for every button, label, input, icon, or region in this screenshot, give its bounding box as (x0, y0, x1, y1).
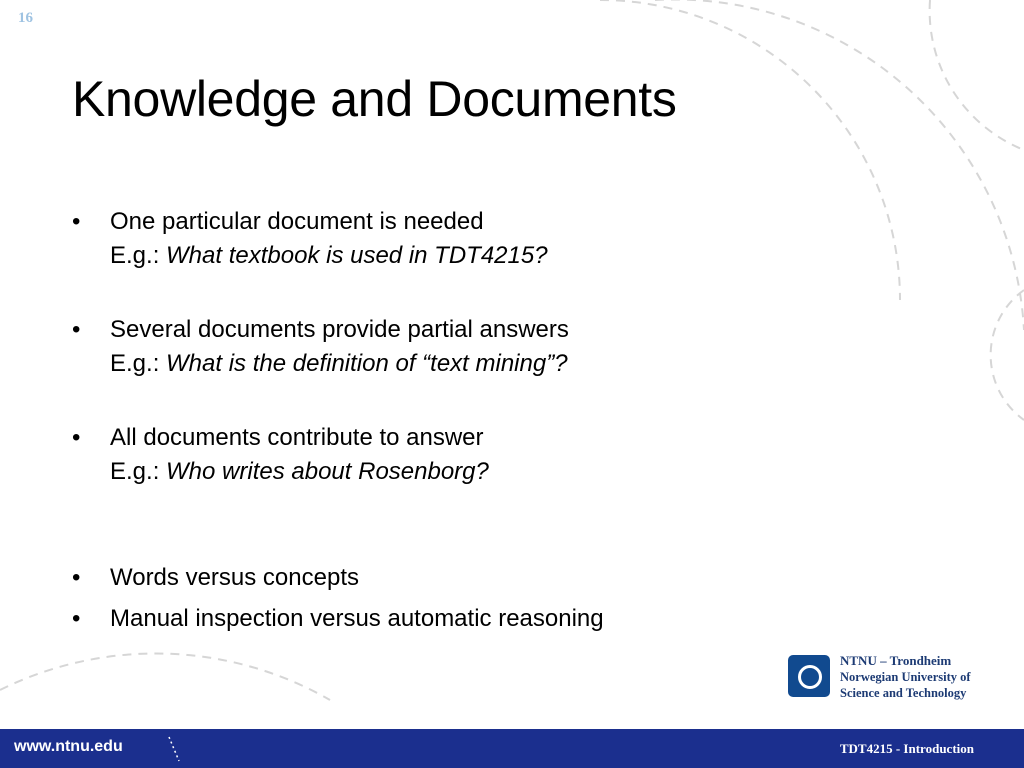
slide-number: 16 (18, 10, 33, 26)
bullet-item (72, 421, 604, 489)
bullet-text: Several documents provide partial answers (110, 316, 569, 343)
footer-divider-icon (168, 735, 180, 763)
ntnu-logo-icon (788, 655, 830, 697)
org-line-1: Norwegian University of (840, 670, 971, 684)
bullet-text: Words versus concepts (110, 564, 359, 591)
slide-title: Knowledge and Documents (72, 71, 677, 127)
footer-bar (0, 729, 1024, 768)
bullet-item (72, 205, 604, 273)
org-name: NTNU – Trondheim (840, 653, 952, 668)
bullet-item (72, 561, 604, 595)
bullet-text: One particular document is needed (110, 208, 484, 235)
bullet-text: Manual inspection versus automatic reasoning (110, 605, 604, 632)
bullet-item (72, 602, 604, 636)
example-text: What is the definition of “text mining”? (166, 350, 568, 377)
footer-course: TDT4215 - Introduction (839, 741, 974, 756)
example-line (110, 455, 604, 489)
example-prefix: E.g.: (110, 458, 167, 485)
bullet-item (72, 313, 604, 381)
footer-url: www.ntnu.edu (14, 738, 123, 755)
org-block (840, 653, 971, 701)
example-text: Who writes about Rosenborg? (166, 458, 489, 485)
bullet-text: All documents contribute to answer (110, 424, 484, 451)
example-prefix: E.g.: (110, 350, 167, 377)
example-prefix: E.g.: (110, 242, 167, 269)
example-line (110, 347, 604, 381)
bullet-list (72, 205, 604, 636)
example-text: What textbook is used in TDT4215? (166, 242, 548, 269)
org-line-2: Science and Technology (840, 686, 967, 700)
example-line (110, 239, 604, 273)
